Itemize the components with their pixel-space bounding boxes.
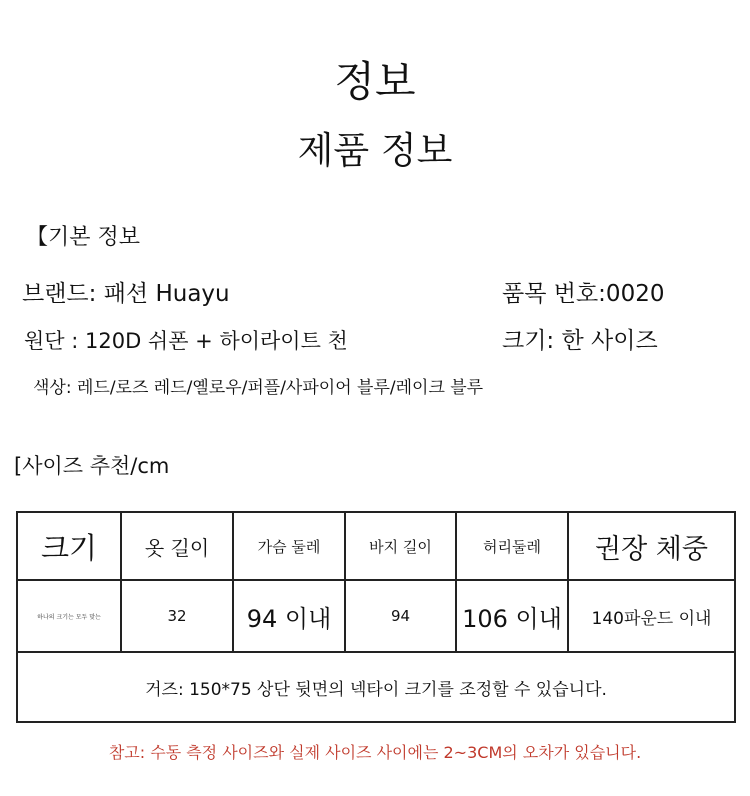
size-recommendation-heading: [사이즈 추천/cm (14, 454, 170, 478)
header-cell-size: 크기 (17, 512, 121, 580)
header-cell-length: 옷 길이 (121, 512, 233, 580)
size-text: 크기: 한 사이즈 (502, 328, 658, 354)
cell-weight: 140파운드 이내 (568, 580, 735, 652)
table-note-row (17, 652, 735, 722)
header-cell-pants-length: 바지 길이 (345, 512, 456, 580)
header-cell-waist: 허리둘레 (456, 512, 568, 580)
size-table (16, 511, 736, 723)
cell-chest: 94 이내 (233, 580, 345, 652)
fabric-text: 원단 : 120D 쉬폰 + 하이라이트 천 (24, 329, 348, 353)
header-cell-weight: 권장 체중 (568, 512, 735, 580)
header-cell-chest: 가슴 둘레 (233, 512, 345, 580)
table-header-row (17, 512, 735, 580)
basic-info-heading: 【기본 정보 (26, 225, 141, 250)
cell-size: 하나의 크기는 모두 맞는 (17, 580, 121, 652)
cell-pants-length: 94 (345, 580, 456, 652)
brand-text: 브랜드: 패션 Huayu (22, 281, 230, 307)
table-note: 거즈: 150*75 상단 뒷면의 넥타이 크기를 조정할 수 있습니다. (17, 652, 735, 722)
page-subtitle: 제품 정보 (297, 129, 453, 172)
item-number-text: 품목 번호:0020 (502, 281, 665, 307)
footnote: 참고: 수동 측정 사이즈와 실제 사이즈 사이에는 2~3CM의 오차가 있습니다. (108, 743, 642, 762)
cell-waist: 106 이내 (456, 580, 568, 652)
colors-text: 색상: 레드/로즈 레드/옐로우/퍼플/사파이어 블루/레이크 블루 (33, 378, 484, 398)
cell-length: 32 (121, 580, 233, 652)
table-row (17, 580, 735, 652)
page-title: 정보 (334, 57, 416, 106)
